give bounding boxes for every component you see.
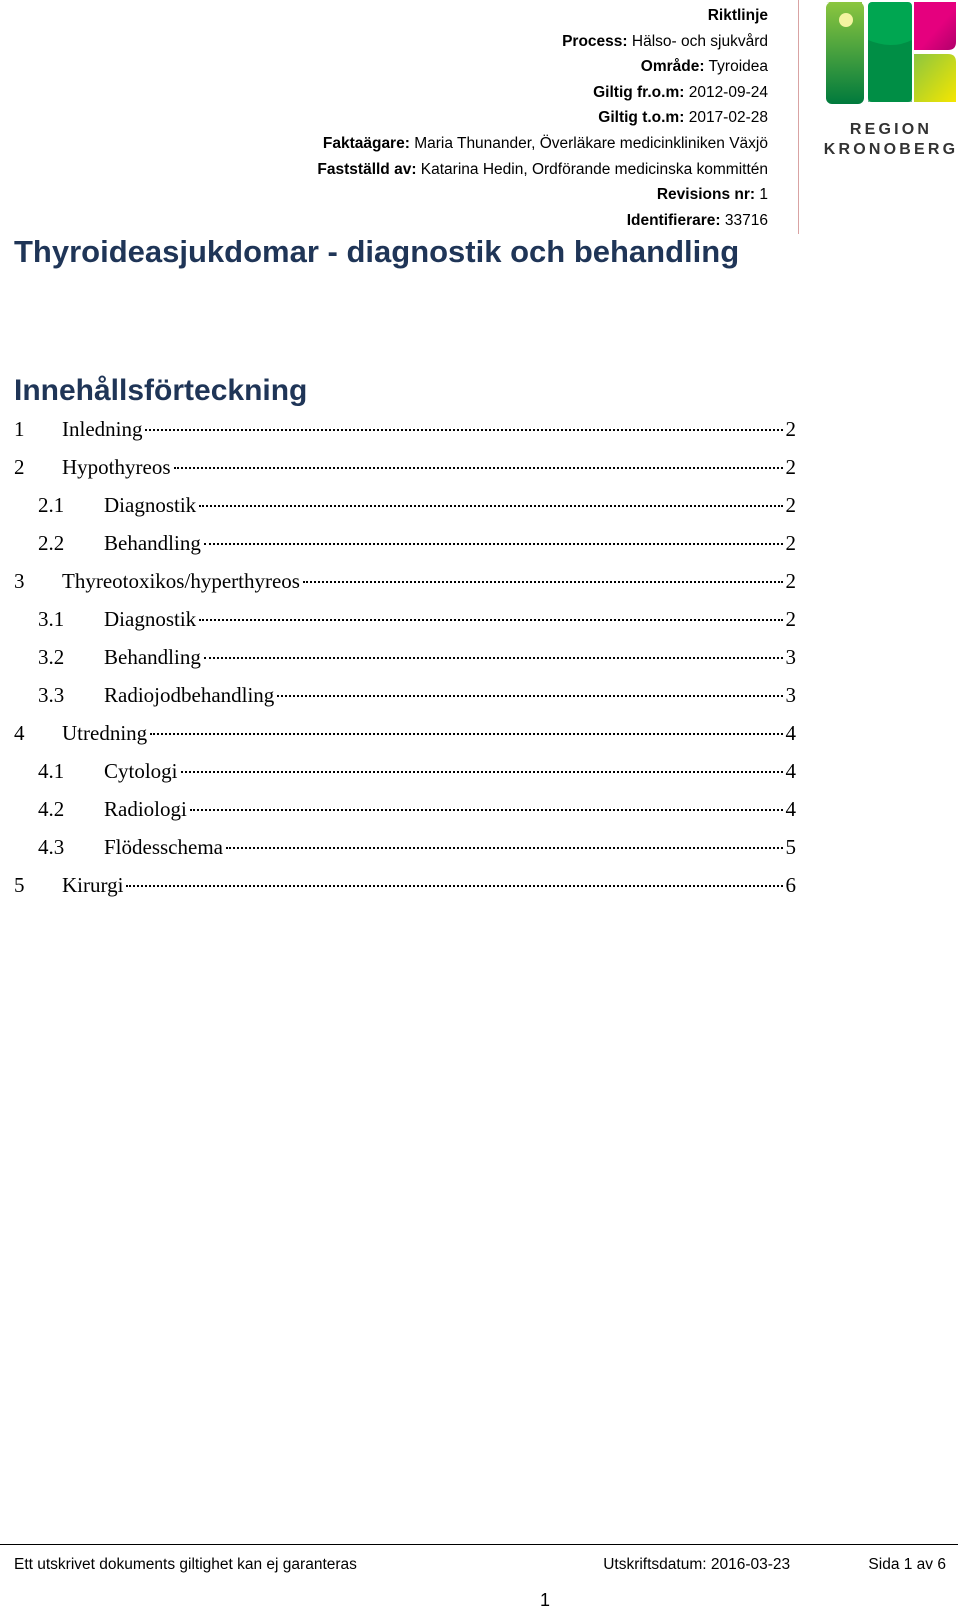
owner-label: Faktaägare: [322, 134, 410, 152]
toc-entry[interactable] [14, 638, 796, 676]
toc-entry-page: 4 [785, 797, 796, 821]
toc-entry-label: Behandling [104, 645, 201, 669]
owner-value: Maria Thunander, Överläkare medicinkliniken Växjö [414, 134, 768, 152]
document-metadata [317, 3, 768, 233]
toc-leader-dots [190, 809, 783, 811]
toc-entry-page: 5 [785, 835, 796, 859]
toc-entry[interactable] [14, 828, 796, 866]
toc-leader-dots [150, 733, 782, 735]
toc-entry[interactable] [14, 600, 796, 638]
area-value: Tyroidea [708, 58, 768, 76]
toc-entry-page: 2 [785, 531, 796, 555]
toc-leader-dots [174, 467, 783, 469]
process-value: Hälso- och sjukvård [631, 32, 768, 50]
toc-entry-number: 2.1 [38, 493, 65, 517]
toc-leader-dots [199, 505, 782, 507]
toc-entry-number: 2.2 [38, 531, 65, 555]
toc-heading: Innehållsförteckning [14, 374, 308, 407]
toc-entry-number: 4.3 [38, 835, 65, 859]
toc-entry-label: Flödesschema [104, 835, 223, 859]
valid-from-value: 2012-09-24 [688, 83, 768, 101]
revision-value: 1 [759, 186, 768, 204]
toc-entry[interactable] [14, 562, 796, 600]
toc-entry[interactable] [14, 714, 796, 752]
toc-entry-label: Behandling [104, 531, 201, 555]
header-divider [798, 0, 799, 234]
toc-entry[interactable] [14, 448, 796, 486]
toc-entry-label: Utredning [62, 721, 148, 745]
toc-entry-number: 5 [14, 873, 25, 897]
logo-text-line2: KRONOBERG [823, 141, 959, 158]
doc-type: Riktlinje [707, 7, 768, 24]
toc-entry-label: Kirurgi [62, 873, 124, 897]
toc-entry-label: Thyreotoxikos/hyperthyreos [62, 569, 300, 593]
toc-entry-page: 4 [785, 759, 796, 783]
approved-label: Fastställd av: [317, 160, 417, 178]
toc-entry-number: 3.3 [38, 683, 65, 707]
toc-entry-label: Radiologi [104, 797, 187, 821]
toc-entry[interactable] [14, 524, 796, 562]
toc-leader-dots [303, 581, 783, 583]
page-number: 1 [540, 1590, 551, 1610]
toc-entry-number: 3.1 [38, 607, 65, 631]
identifier-value: 33716 [724, 211, 768, 229]
toc-entry-page: 2 [785, 569, 796, 593]
toc-entry-label: Cytologi [104, 759, 178, 783]
toc-entry-label: Hypothyreos [62, 455, 171, 479]
toc-leader-dots [277, 695, 782, 697]
toc-entry-label: Diagnostik [104, 607, 197, 631]
area-label: Område: [640, 58, 705, 76]
approved-value: Katarina Hedin, Ordförande medicinska kommittén [420, 160, 768, 178]
toc-leader-dots [204, 543, 783, 545]
footer-print-date: Utskriftsdatum: 2016-03-23 [603, 1556, 791, 1573]
process-label: Process: [562, 32, 628, 50]
valid-to-label: Giltig t.o.m: [598, 109, 685, 127]
toc-leader-dots [126, 885, 782, 887]
toc-entry-page: 3 [785, 645, 796, 669]
toc-entry-number: 4 [14, 721, 25, 745]
toc-entry-number: 3 [14, 569, 25, 593]
toc-entry[interactable] [14, 752, 796, 790]
identifier-label: Identifierare: [626, 211, 721, 229]
toc-entry-label: Radiojodbehandling [104, 683, 275, 707]
toc-entry-label: Diagnostik [104, 493, 197, 517]
valid-from-label: Giltig fr.o.m: [593, 83, 685, 101]
toc-entry-number: 1 [14, 417, 25, 441]
toc-entry[interactable] [14, 486, 796, 524]
toc-entry[interactable] [14, 410, 796, 448]
toc-entry-number: 4.1 [38, 759, 65, 783]
toc-entry[interactable] [14, 790, 796, 828]
toc-entry-page: 2 [785, 493, 796, 517]
valid-to-value: 2017-02-28 [688, 109, 768, 127]
toc-entry-number: 2 [14, 455, 25, 479]
toc-entry-page: 3 [785, 683, 796, 707]
footer-page-info: Sida 1 av 6 [868, 1556, 946, 1573]
document-title: Thyroideasjukdomar - diagnostik och behandling [14, 234, 740, 269]
toc-entry-page: 6 [785, 873, 796, 897]
toc-entry-number: 4.2 [38, 797, 65, 821]
toc-entry[interactable] [14, 676, 796, 714]
toc-entry[interactable] [14, 866, 796, 904]
revision-label: Revisions nr: [656, 186, 756, 204]
toc-leader-dots [204, 657, 783, 659]
toc-entry-page: 2 [785, 455, 796, 479]
toc-entry-page: 4 [785, 721, 796, 745]
toc-entry-page: 2 [785, 607, 796, 631]
toc-entry-page: 2 [785, 417, 796, 441]
toc-entry-label: Inledning [62, 417, 143, 441]
toc-entry-number: 3.2 [38, 645, 65, 669]
footer-divider [0, 1544, 958, 1545]
toc-leader-dots [199, 619, 782, 621]
page-footer [14, 1556, 946, 1574]
toc-leader-dots [226, 847, 783, 849]
logo-text-line1: REGION [849, 121, 933, 138]
table-of-contents [14, 410, 796, 904]
toc-leader-dots [181, 771, 783, 773]
footer-disclaimer: Ett utskrivet dokuments giltighet kan ej garanteras [14, 1556, 357, 1573]
toc-leader-dots [145, 429, 782, 431]
